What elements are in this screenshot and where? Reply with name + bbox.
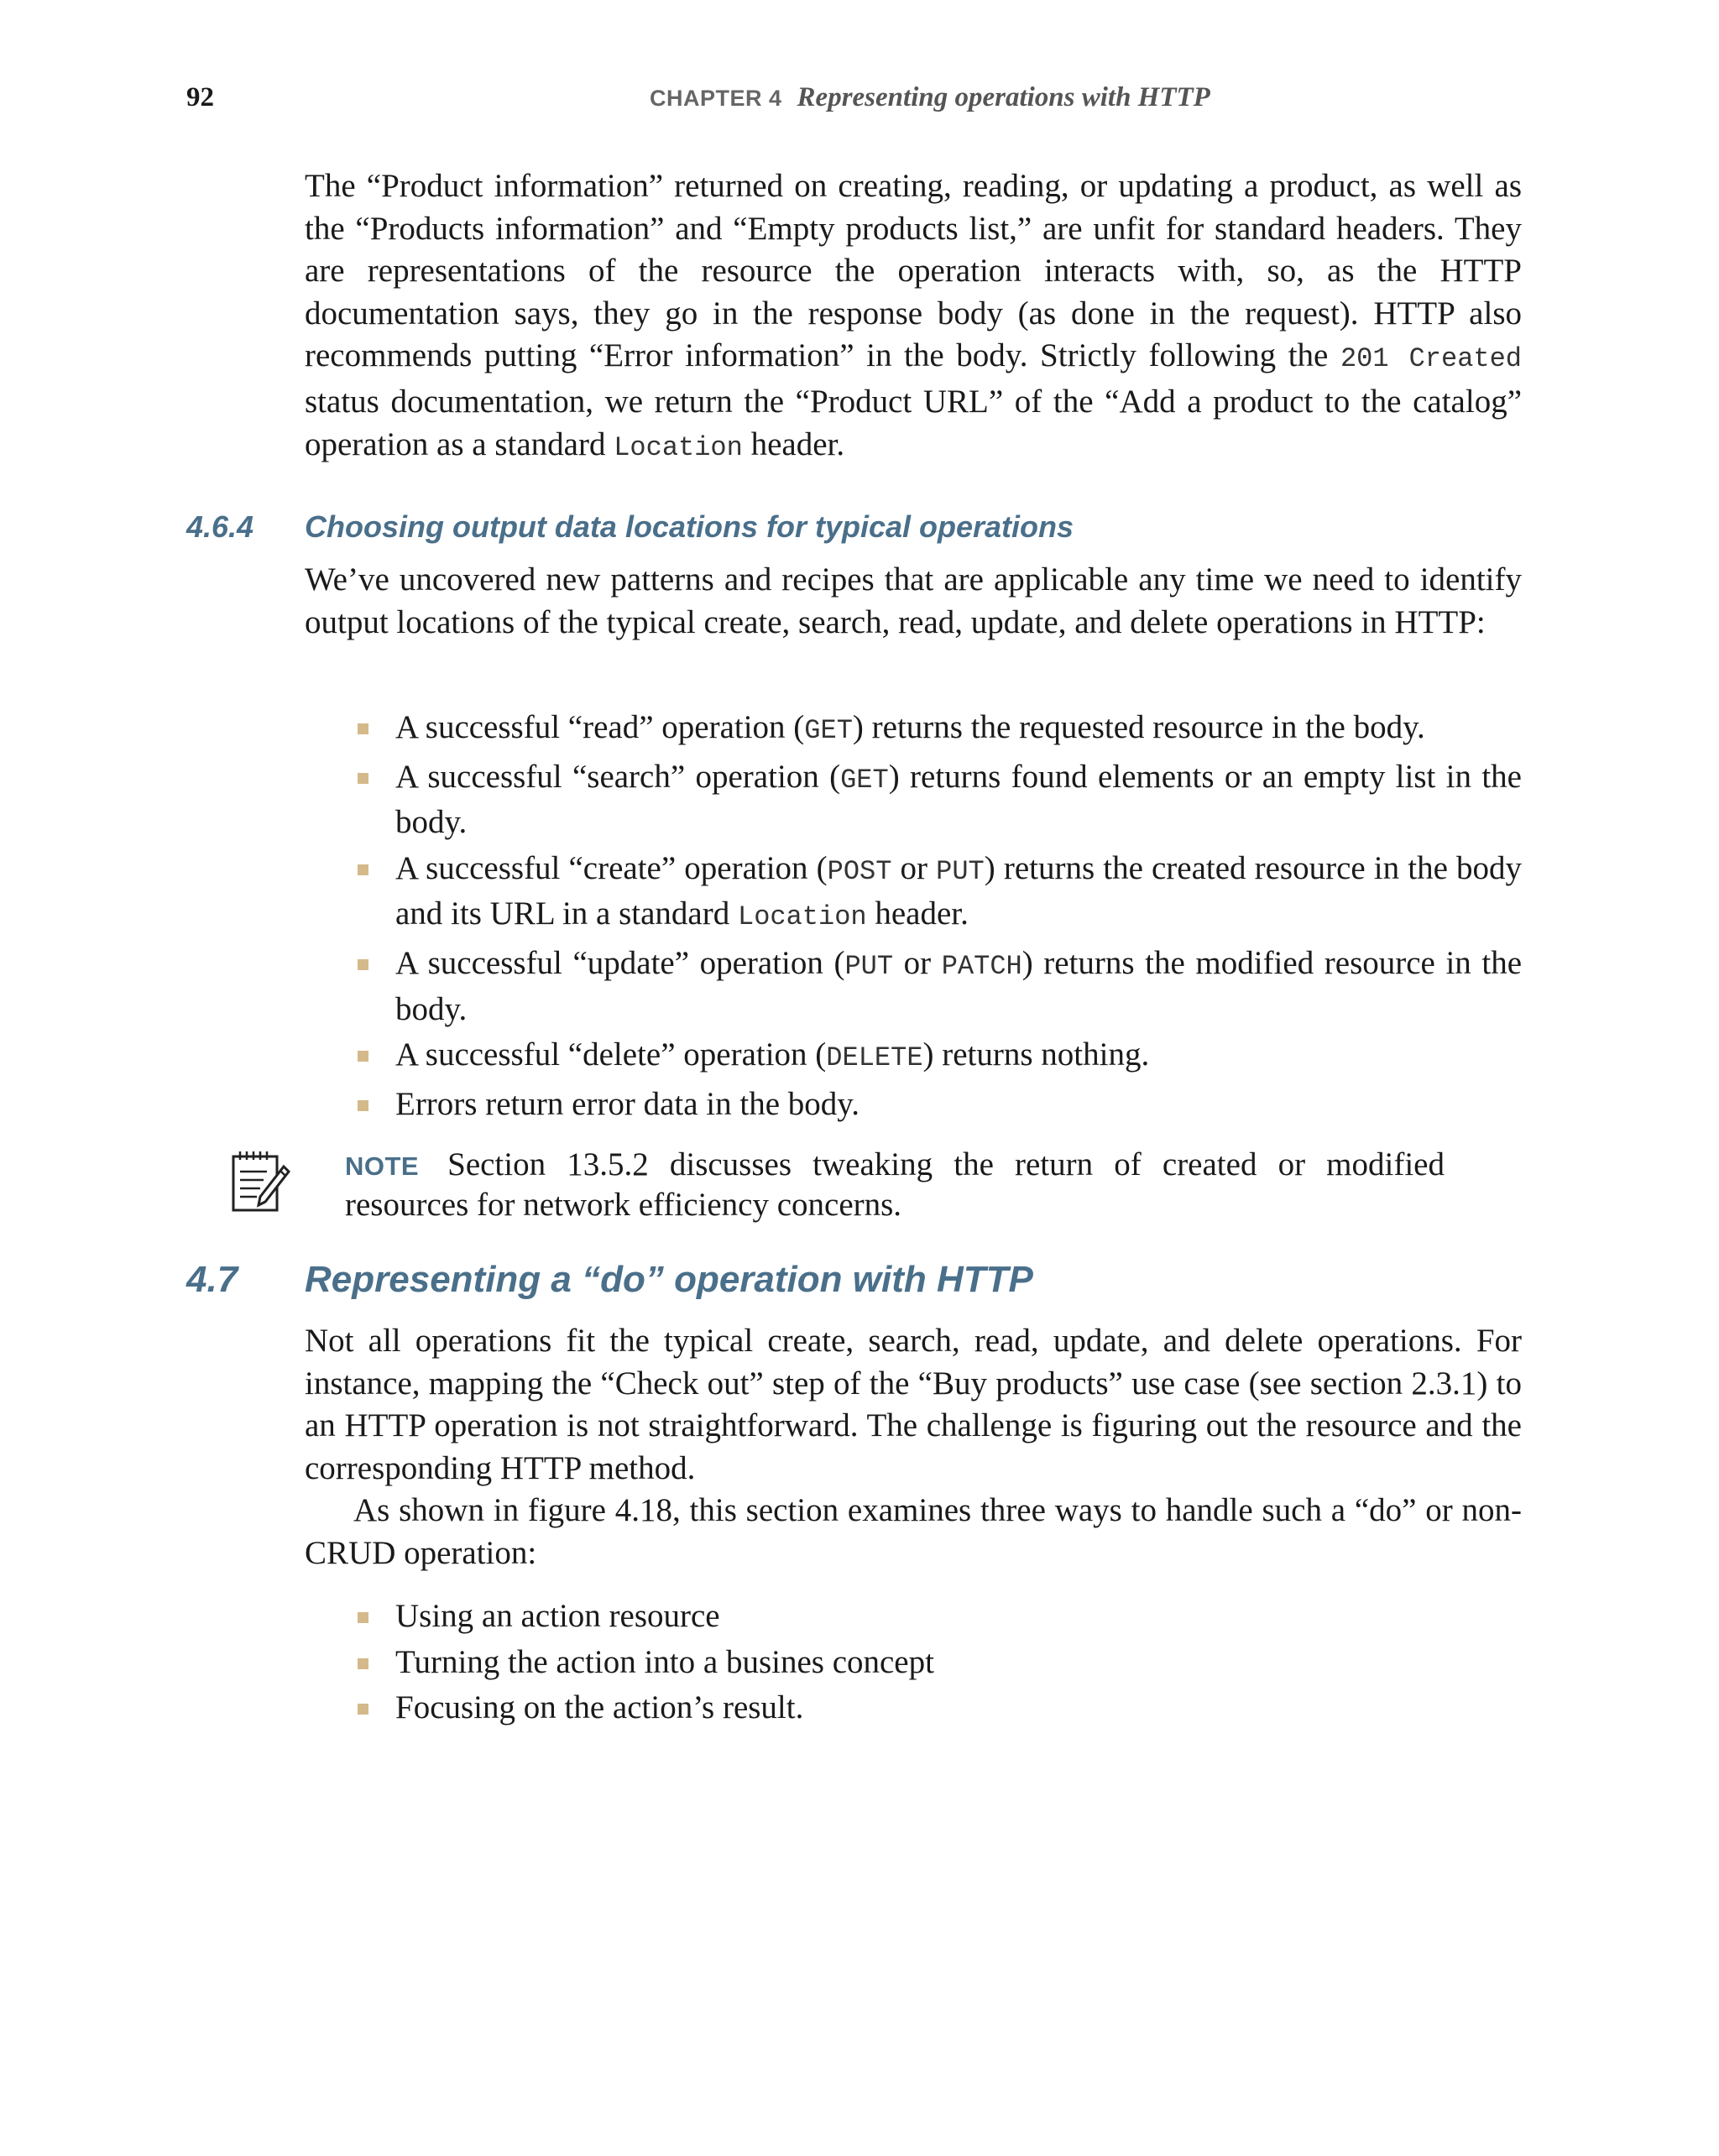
inline-code: Location [614,431,743,463]
intro-paragraph [305,165,1522,469]
section-title: Choosing output data locations for typical operations [305,509,1074,544]
bullet-marker [358,1612,368,1623]
bullet-marker [358,1100,368,1111]
text-run: status documentation, we return the “Product URL” of the “Add a product to the catalog” operation as a standard [305,383,1522,462]
body-paragraph: We’ve uncovered new patterns and recipes that are applicable any time we need to identify output locations of the typical create, search, read, update, and delete operations in HTTP: [305,561,1522,640]
body-paragraph: As shown in figure 4.18, this section examines three ways to handle such a “do” or non-CRUD operation: [305,1492,1522,1571]
bullet-marker [358,1051,368,1062]
section-title: Representing a “do” operation with HTTP [305,1259,1033,1300]
list-item: Turning the action into a busines concept [305,1642,1522,1684]
bullet-marker [358,773,368,784]
list-item: A successful “delete” operation (DELETE) returns nothing. [305,1034,1522,1080]
list-item: A successful “search” operation (GET) returns found elements or an empty list in the body. [305,756,1522,844]
section-body [305,1320,1522,1575]
list-item: A successful “update” operation (PUT or PATCH) returns the modified resource in the body. [305,942,1522,1031]
bullet-marker [358,959,368,970]
notepad-pencil-icon [230,1148,292,1215]
section-intro [305,559,1522,644]
list-item: A successful “read” operation (GET) returns the requested resource in the body. [305,707,1522,753]
note-text: Section 13.5.2 discusses tweaking the return of created or modified resources for network efficiency concerns. [345,1146,1445,1223]
text-run: header. [742,425,845,462]
approach-list [305,1595,1522,1733]
body-paragraph: Not all operations fit the typical create, search, read, update, and delete operations. For instance, mapping the “Check out” step of the “Buy products” use case (see section 2.3.1) to an HTTP operation is not straightforward. The challenge is figuring out the resource and the corresponding HTTP method. [305,1323,1522,1486]
list-item: A successful “create” operation (POST or PUT) returns the created resource in the body and its URL in a standard Location header. [305,848,1522,939]
bullet-marker [358,723,368,734]
list-item: Using an action resource [305,1595,1522,1638]
note-callout [345,1146,1445,1224]
bullet-marker [358,864,368,875]
inline-code: 201 Created [1340,343,1523,375]
bullet-marker [358,1658,368,1669]
list-item: Focusing on the action’s result. [305,1687,1522,1730]
chapter-title: Representing operations with HTTP [797,82,1210,112]
list-item: Errors return error data in the body. [305,1083,1522,1126]
text-run: The “Product information” returned on creating, reading, or updating a product, as well as the “Products information” and “Empty products list,” are unfit for standard headers. They are representations of the resource the operation interacts with, so, as the HTTP documentation says, they go in the response body (as done in the request). HTTP also recommends putting “Error information” in the body. Strictly following the [305,168,1522,374]
body-paragraph [305,165,1522,469]
operations-list [305,707,1522,1129]
running-header [650,84,1210,112]
page-number: 92 [186,82,214,112]
section-number: 4.6.4 [186,509,254,544]
chapter-label: CHAPTER 4 [650,86,782,111]
note-label: NOTE [345,1151,420,1181]
bullet-marker [358,1704,368,1715]
section-number: 4.7 [186,1259,238,1300]
